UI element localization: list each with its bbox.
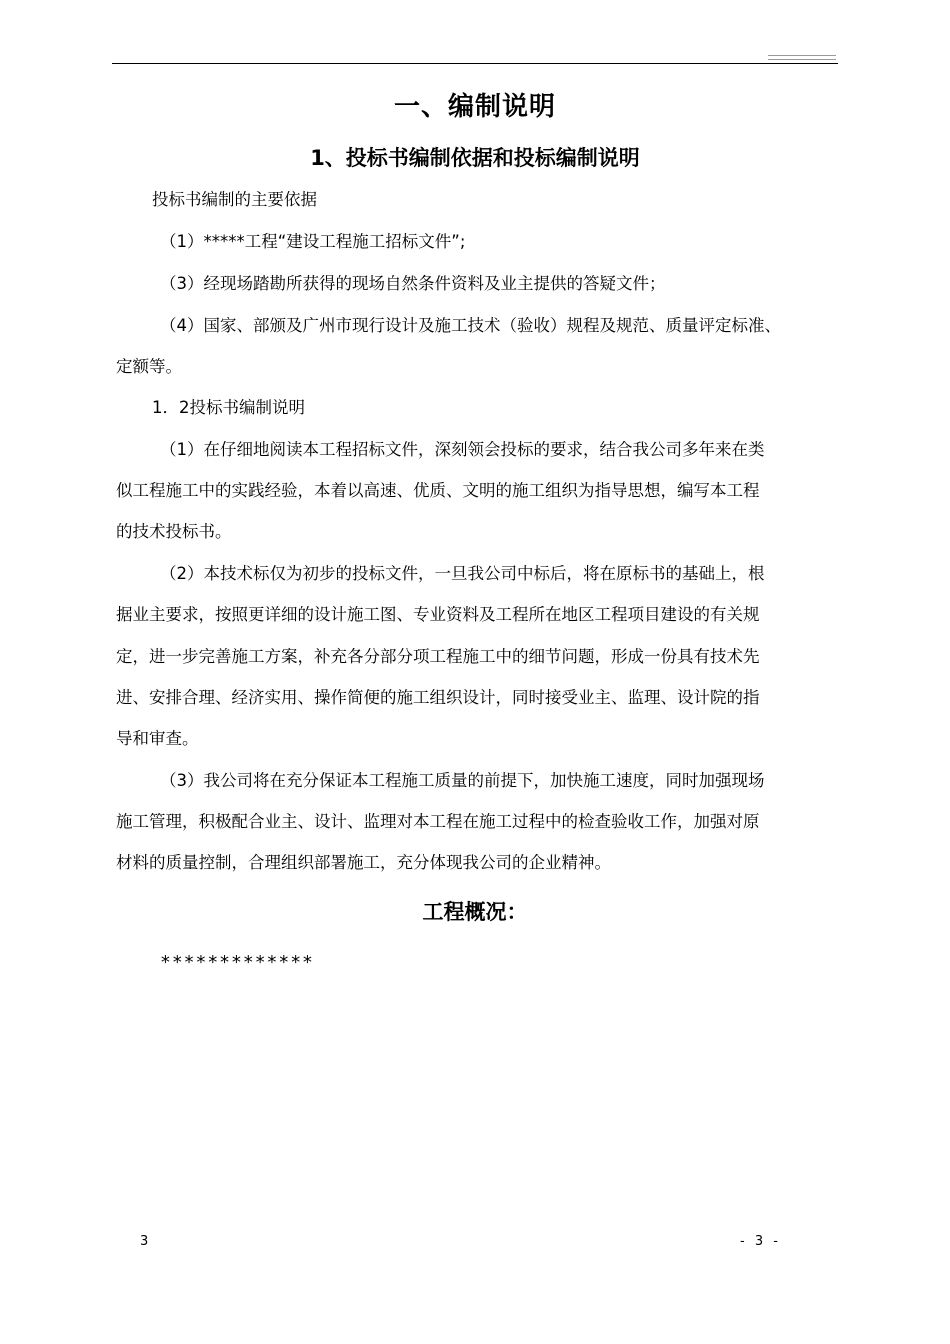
basis-item-4-line2: 定额等。 [116,357,182,376]
subheading-1-2: 1．2投标书编制说明 [152,398,305,417]
basis-intro: 投标书编制的主要依据 [152,190,317,209]
para-2-line4: 进、安排合理、经济实用、操作简便的施工组织设计，同时接受业主、监理、设计院的指 [116,688,760,707]
para-2-line3: 定，进一步完善施工方案，补充各分部分项工程施工中的细节问题，形成一份具有技术先 [116,647,760,666]
para-2-line5: 导和审查。 [116,729,199,748]
section-heading: 一、编制说明 [393,92,556,122]
header-rule [112,63,838,64]
overview-heading: 工程概况： [422,900,528,924]
para-3-line3: 材料的质量控制，合理组织部署施工，充分体现我公司的企业精神。 [116,853,611,872]
para-1-line3: 的技术投标书。 [116,522,232,541]
para-2-line2: 据业主要求，按照更详细的设计施工图、专业资料及工程所在地区工程项目建设的有关规 [116,605,760,624]
subsection-heading: 1、投标书编制依据和投标编制说明 [310,146,640,170]
para-2-line1: （2）本技术标仅为初步的投标文件，一旦我公司中标后，将在原标书的基础上，根 [160,564,765,583]
para-1-line2: 似工程施工中的实践经验，本着以高速、优质、文明的施工组织为指导思想，编写本工程 [116,481,760,500]
footer-page-number-right: - 3 - [740,1234,781,1249]
overview-placeholder: ************* [160,952,314,973]
header-mark [768,55,836,60]
para-3-line1: （3）我公司将在充分保证本工程施工质量的前提下，加快施工速度，同时加强现场 [160,771,765,790]
basis-item-3: （3）经现场踏勘所获得的现场自然条件资料及业主提供的答疑文件； [160,274,666,293]
basis-item-4-line1: （4）国家、部颁及广州市现行设计及施工技术（验收）规程及规范、质量评定标准、 [160,316,781,335]
footer-page-number-left: 3 [140,1234,149,1249]
basis-item-1: （1）*****工程“建设工程施工招标文件”; [160,232,466,251]
para-1-line1: （1）在仔细地阅读本工程招标文件，深刻领会投标的要求，结合我公司多年来在类 [160,440,765,459]
para-3-line2: 施工管理，积极配合业主、设计、监理对本工程在施工过程中的检查验收工作，加强对原 [116,812,760,831]
